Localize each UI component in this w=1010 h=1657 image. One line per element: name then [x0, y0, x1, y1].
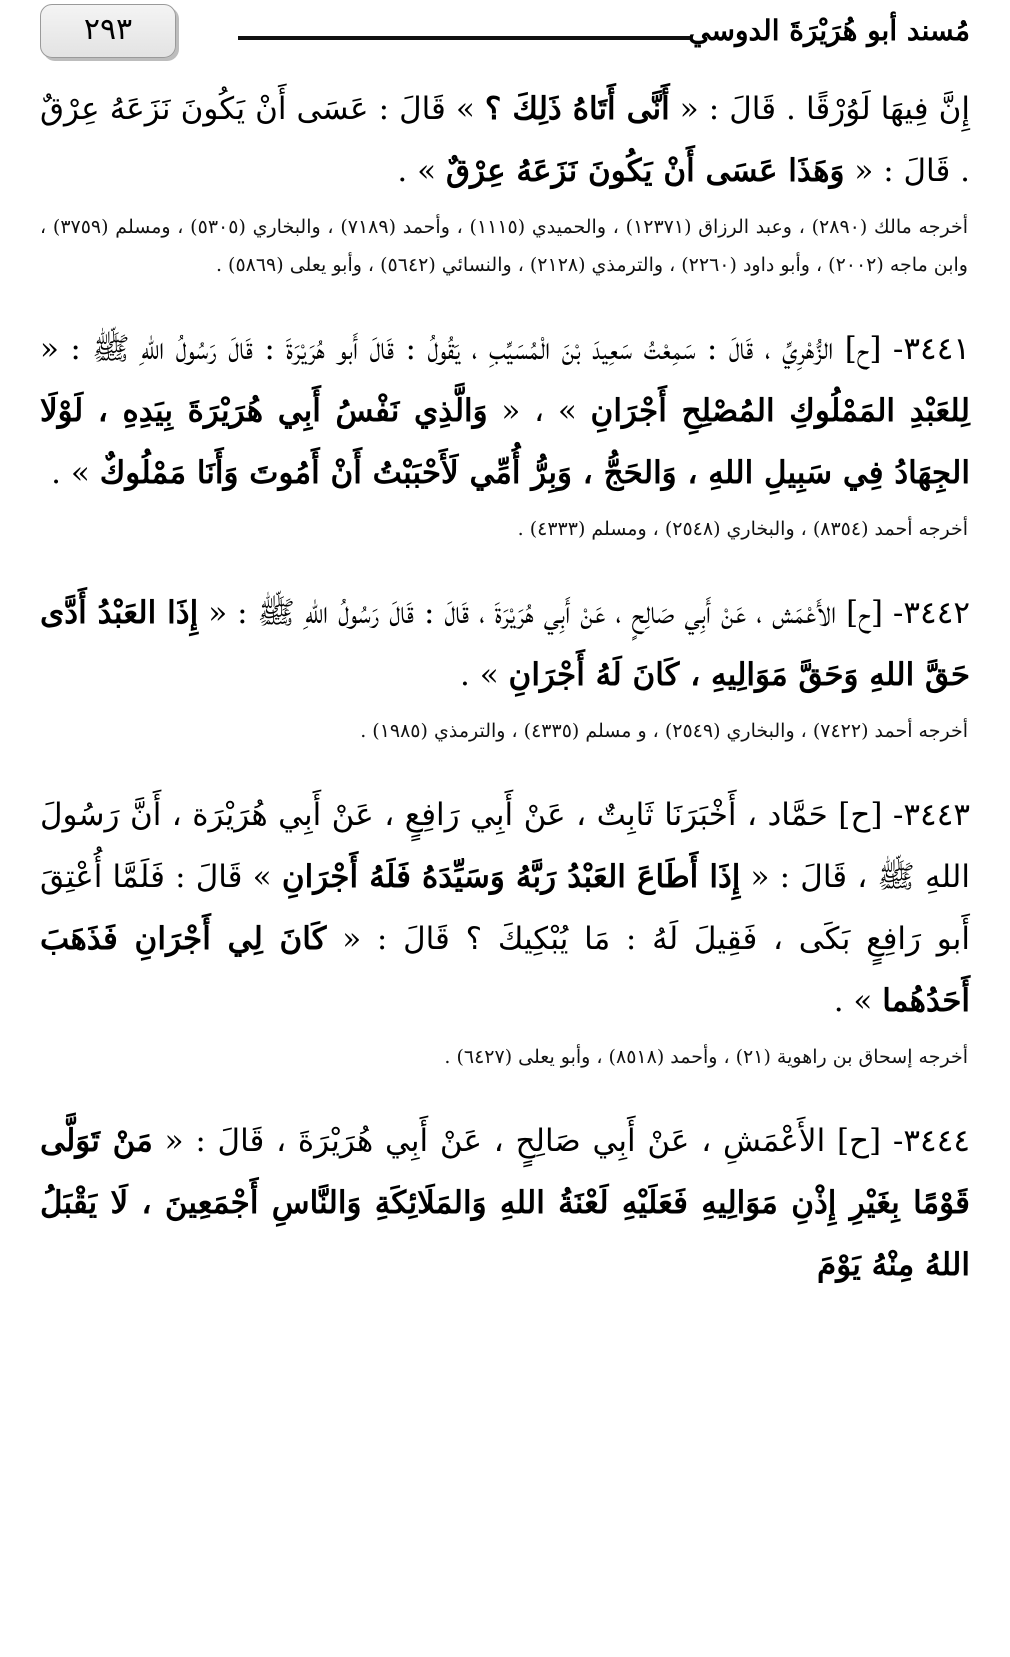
running-title: مُسند أبو هُرَيْرَةَ الدوسي: [688, 14, 970, 47]
continuation-text: إِنَّ فِيهَا لَوُرْقًا . قَالَ : « أَنَّى أَتَاهُ ذَلِكَ ؟ » قَالَ : عَسَى أَنْ يَكُونَ نَزَعَهُ عِرْقٌ . قَالَ : « وَهَذَا عَسَى أَنْ يَكُونَ نَزَعَهُ عِرْقٌ » .: [40, 91, 971, 189]
quoted-speech: لِلعَبْدِ المَمْلُوكِ المُصْلِحِ أَجْرَانِ: [590, 393, 970, 429]
hadith-3441: ٣٤٤١- [ح] الزُّهْرِيِّ ، قَالَ : سَمِعْتُ سَعِيدَ بْنَ الْمُسَيِّبِ ، يَقُولُ : قَالَ أَبو هُرَيْرَةَ : قَالَ رَسُولُ اللهِ ﷺ : « لِلعَبْدِ المَمْلُوكِ المُصْلِحِ أَجْرَانِ » ، « وَالَّذِي نَفْسُ أَبِي هُرَيْرَةَ بِيَدِهِ ، لَوْلَا الجِهَادُ فِي سَبِيلِ اللهِ ، وَالحَجُّ ، وَبِرُّ أُمِّي لَأَحْبَبْتُ أَنْ أَمُوتَ وَأَنَا مَمْلُوكٌ » . أخرجه أحمد (٨٣٥٤) ، والبخاري (٢٥٤٨) ، ومسلم (٤٣٣٣) .: [40, 318, 970, 548]
quoted-speech: مَنْ تَوَلَّى قَوْمًا بِغَيْرِ إِذْنِ مَوَالِيهِ فَعَلَيْهِ لَعْنَةُ اللهِ وَالمَلَائِكَةِ وَالنَّاسِ أَجْمَعِينَ ، لَا يَقْبَلُ اللهُ مِنْهُ يَوْمَ: [40, 1123, 970, 1283]
hadith-number: ٣٤٤٢-: [892, 595, 971, 631]
header-rule: [238, 36, 690, 40]
quoted-speech: إِذَا أَطَاعَ العَبْدُ رَبَّهُ وَسَيِّدَهُ فَلَهُ أَجْرَانِ: [281, 859, 741, 895]
document-page: [40, 0, 970, 1657]
quoted-speech: وَهَذَا عَسَى أَنْ يَكُونَ نَزَعَهُ عِرْقٌ: [445, 153, 845, 189]
quoted-speech: وَالَّذِي نَفْسُ أَبِي هُرَيْرَةَ بِيَدِهِ ، لَوْلَا الجِهَادُ فِي سَبِيلِ اللهِ ، وَالحَجُّ ، وَبِرُّ أُمِّي لَأَحْبَبْتُ أَنْ أَمُوتَ وَأَنَا مَمْلُوكٌ: [40, 393, 970, 491]
hadith-3444: ٣٤٤٤- [ح] الأَعْمَشِ ، عَنْ أَبِي صَالِحٍ ، عَنْ أَبِي هُرَيْرَةَ ، قَالَ : « مَنْ تَوَلَّى قَوْمًا بِغَيْرِ إِذْنِ مَوَالِيهِ فَعَلَيْهِ لَعْنَةُ اللهِ وَالمَلَائِكَةِ وَالنَّاسِ أَجْمَعِينَ ، لَا يَقْبَلُ اللهُ مِنْهُ يَوْمَ: [40, 1123, 971, 1283]
takhrij-reference: أخرجه إسحاق بن راهوية (٢١) ، وأحمد (٨٥١٨) ، وأبو يعلى (٦٤٢٧) .: [444, 1046, 968, 1068]
hadith-3443: ٣٤٤٣- [ح] حَمَّاد ، أَخْبَرَنَا ثَابِتٌ ، عَنْ أَبِي رَافِعٍ ، عَنْ أَبِي هُرَيْرَة ، أَنَّ رَسُولَ اللهِ ﷺ ، قَالَ : « إِذَا أَطَاعَ العَبْدُ رَبَّهُ وَسَيِّدَهُ فَلَهُ أَجْرَانِ » قَالَ : فَلَمَّا أُعْتِقَ أَبو رَافِعٍ بَكَى ، فَقِيلَ لَهُ : مَا يُبْكِيكَ ؟ قَالَ : « كَانَ لِي أَجْرَانِ فَذَهَبَ أَحَدُهُما » . أخرجه إسحاق بن راهوية (٢١) ، وأحمد (٨٥١٨) ، وأبو يعلى (٦٤٢٧) .: [40, 784, 970, 1076]
quoted-speech: كَانَ لِي أَجْرَانِ فَذَهَبَ أَحَدُهُما: [40, 921, 970, 1019]
page-content: [40, 78, 970, 1296]
quoted-speech: أَنَّى أَتَاهُ ذَلِكَ ؟: [484, 91, 670, 127]
takhrij-reference: أخرجه مالك (٢٨٩٠) ، وعبد الرزاق (١٢٣٧١) ، والحميدي (١١١٥) ، وأحمد (٧١٨٩) ، والبخاري (٥٣٠٥) ، ومسلم (٣٧٥٩) ، وابن ماجه (٢٠٠٢) ، وأبو داود (٢٢٦٠) ، والترمذي (٢١٢٨) ، والنسائي (٥٦٤٢) ، وأبو يعلى (٥٨٦٩) .: [40, 216, 968, 276]
page-header: [40, 0, 970, 70]
takhrij-reference: أخرجه أحمد (٧٤٢٢) ، والبخاري (٢٥٤٩) ، و مسلم (٤٣٣٥) ، والترمذي (١٩٨٥) .: [360, 720, 968, 742]
hadith-number: ٣٤٤١-: [892, 331, 970, 367]
hadith-3442: ٣٤٤٢- [ح] الأَعْمَش ، عَنْ أَبِي صَالِحٍ ، عَنْ أَبِي هُرَيْرَةَ ، قَالَ : قَالَ رَسُولُ اللهِ ﷺ : « إِذَا العَبْدُ أَدَّى حَقَّ اللهِ وَحَقَّ مَوَالِيهِ ، كَانَ لَهُ أَجْرَانِ » . أخرجه أحمد (٧٤٢٢) ، والبخاري (٢٥٤٩) ، و مسلم (٤٣٣٥) ، والترمذي (١٩٨٥) .: [40, 582, 970, 750]
hadith-number: ٣٤٤٣-: [892, 797, 970, 833]
page-number-badge: ٢٩٣: [40, 4, 176, 58]
quoted-speech: إِذَا العَبْدُ أَدَّى حَقَّ اللهِ وَحَقَّ مَوَالِيهِ ، كَانَ لَهُ أَجْرَانِ: [40, 595, 970, 693]
hadith-number: ٣٤٤٤-: [892, 1123, 971, 1159]
takhrij-reference: أخرجه أحمد (٨٣٥٤) ، والبخاري (٢٥٤٨) ، ومسلم (٤٣٣٣) .: [517, 518, 968, 540]
